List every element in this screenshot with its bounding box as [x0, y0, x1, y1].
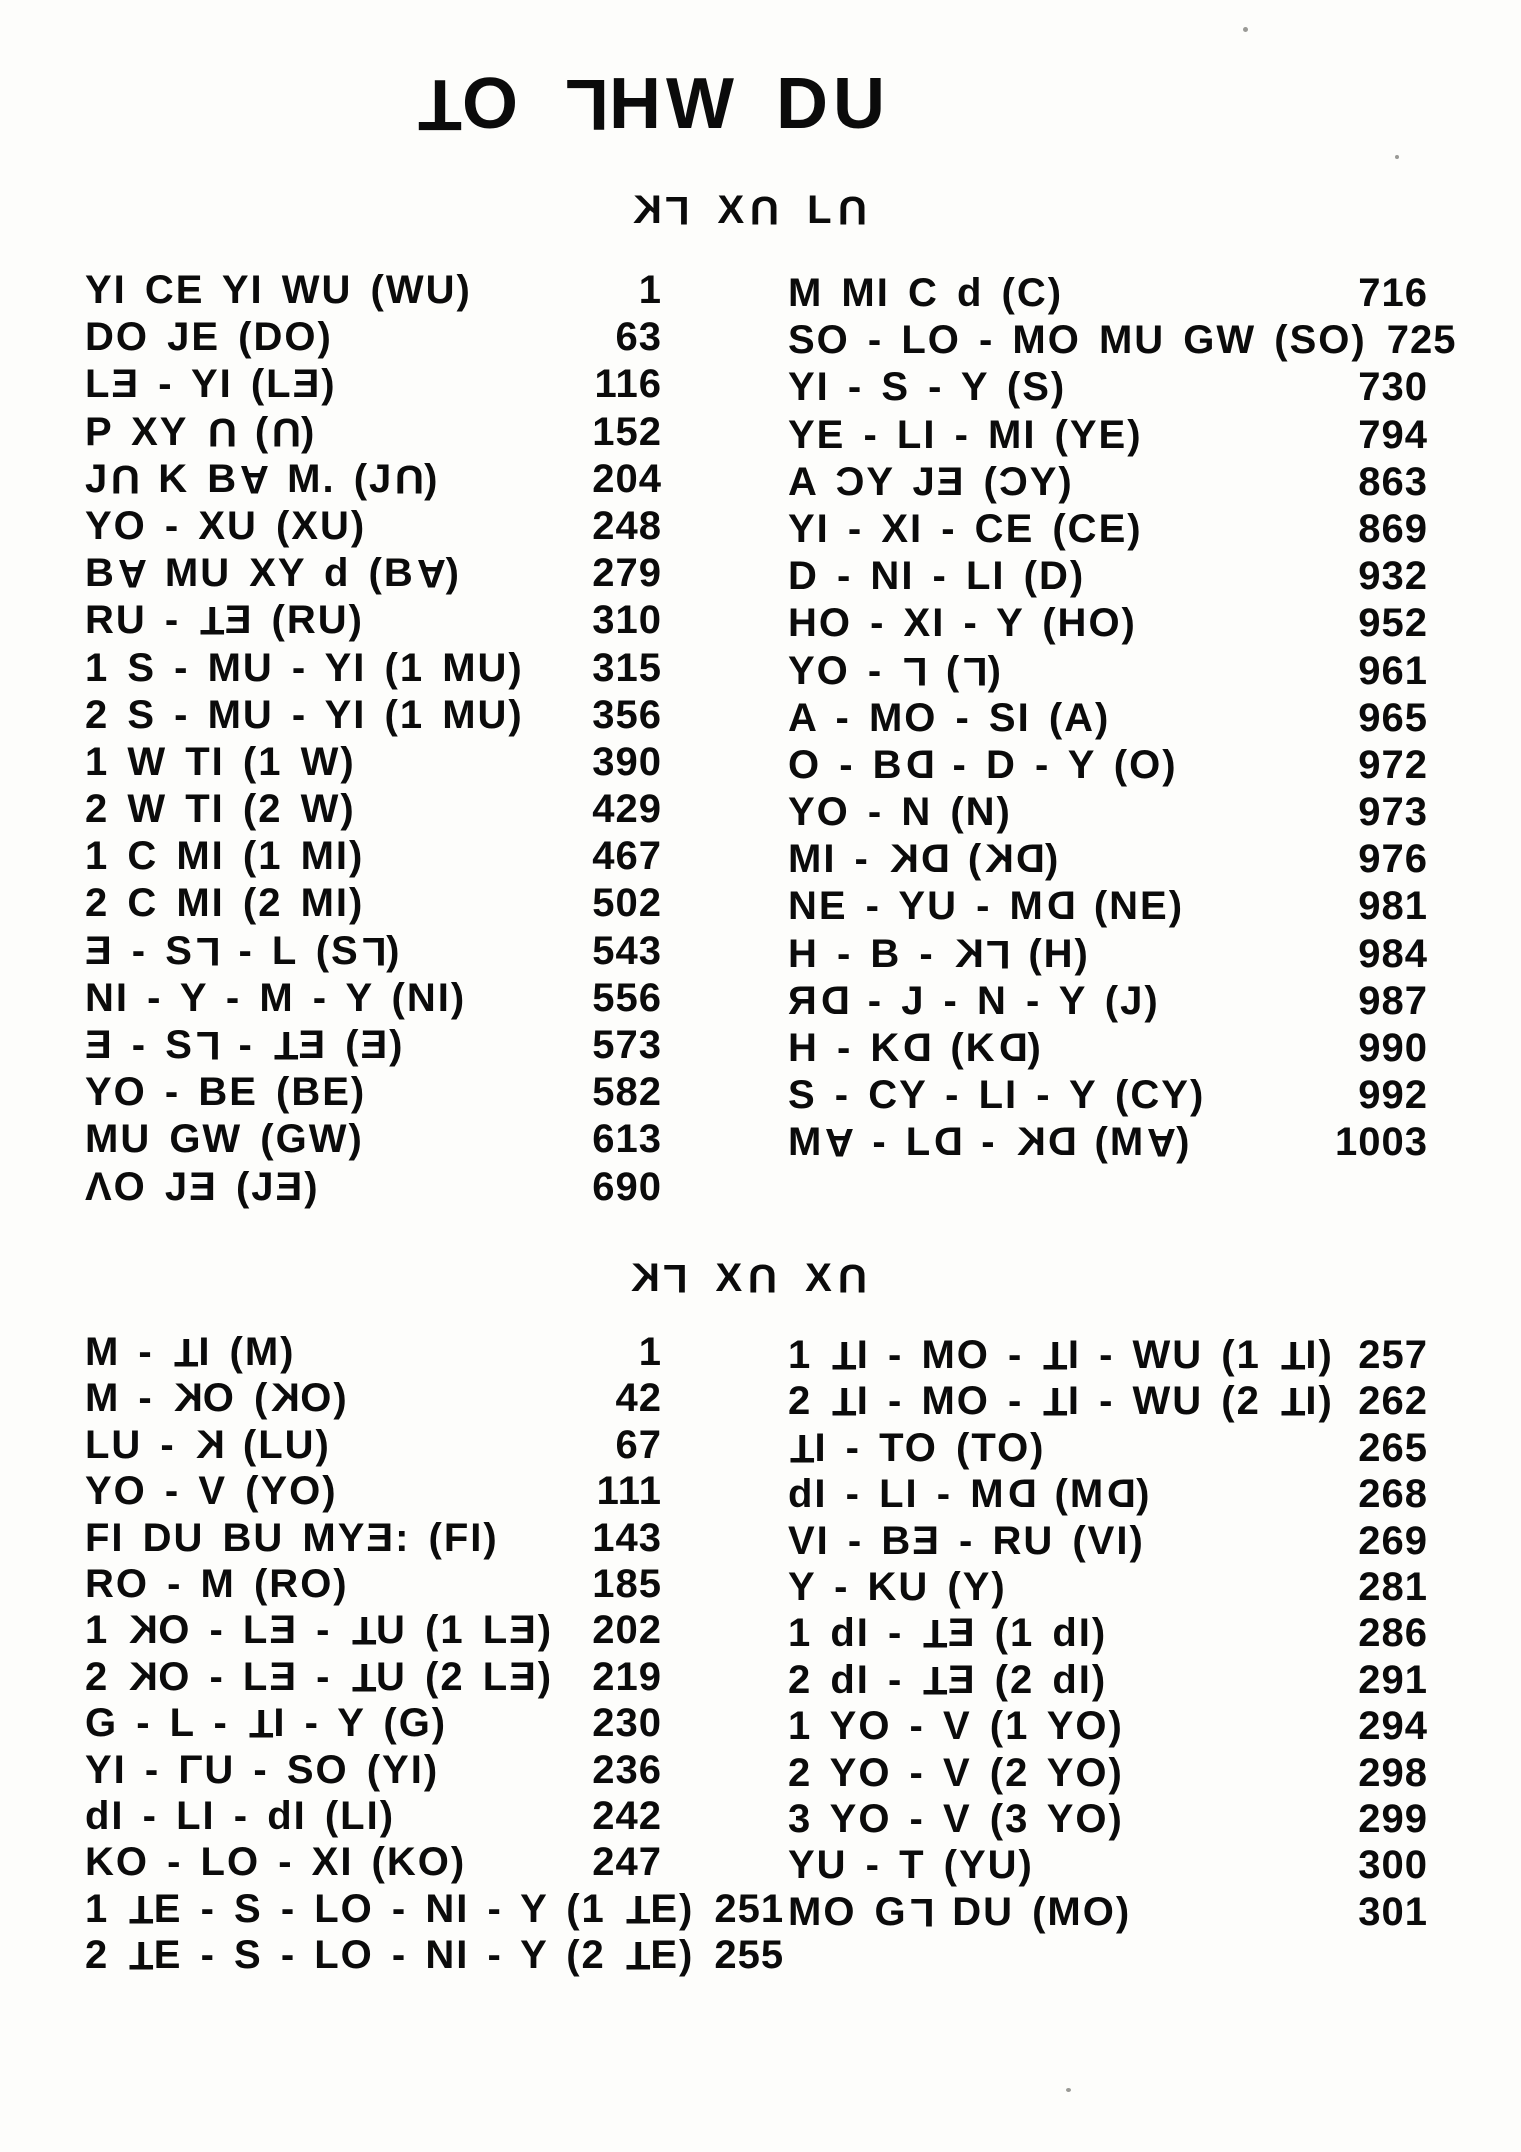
page-number: 291	[1358, 1657, 1428, 1702]
book-entry: YI - ΓU - SO (YI)	[85, 1747, 440, 1792]
book-entry: A - MO - SI (A)	[788, 695, 1111, 740]
toc-row	[85, 880, 662, 927]
book-entry: H - KD (KD)	[788, 1026, 1043, 1070]
toc-row	[85, 1515, 662, 1561]
toc-row	[788, 600, 1428, 647]
toc-row	[788, 1072, 1428, 1119]
toc-row	[85, 503, 662, 550]
book-entry: Ǝ - SL - TƎ (Ǝ)	[85, 1023, 405, 1067]
book-entry: ΛO JƎ (JƎ)	[85, 1164, 320, 1209]
page-title: TO LHW DU	[413, 64, 890, 144]
toc-row	[85, 1700, 662, 1746]
page-number: 973	[1358, 790, 1428, 835]
page-number: 301	[1358, 1889, 1428, 1934]
page-number: 952	[1358, 601, 1428, 646]
toc-row	[788, 506, 1428, 553]
book-entry: DO JE (DO)	[85, 315, 333, 360]
page-number: 268	[1358, 1472, 1428, 1517]
book-entry: YO - L (L)	[788, 648, 1003, 693]
toc-row	[788, 978, 1428, 1025]
toc-row	[788, 270, 1428, 317]
toc-row	[788, 364, 1428, 411]
toc-row	[85, 645, 662, 692]
page-number: 992	[1358, 1073, 1428, 1118]
scan-speck	[1066, 2088, 1071, 2092]
page-number: 281	[1358, 1564, 1428, 1609]
book-entry: FI DU BU MYƎ: (FI)	[85, 1515, 499, 1560]
book-entry: YO - N (N)	[788, 790, 1012, 835]
page-number: 976	[1358, 837, 1428, 882]
book-entry: NE - YU - MD (NE)	[788, 884, 1185, 929]
page-number: 1	[638, 1330, 662, 1374]
book-entry: BA MU XY d (BA)	[85, 551, 461, 596]
page-number: 248	[592, 503, 662, 548]
toc-row	[788, 1471, 1428, 1517]
book-entry: 2 S - MU - YI (1 MU)	[85, 692, 524, 737]
book-entry: HO - XI - Y (HO)	[788, 601, 1137, 646]
book-entry: M MI C d (C)	[788, 271, 1064, 315]
book-entry: LƎ - YI (LƎ)	[85, 362, 337, 407]
book-entry: YO - BE (BE)	[85, 1070, 367, 1115]
book-entry: 1 C MI (1 MI)	[85, 834, 365, 879]
page-number: 315	[592, 645, 662, 690]
book-entry: A ƆY JƎ (ƆY)	[788, 459, 1074, 504]
page-number: 63	[615, 315, 662, 360]
toc-row	[85, 1116, 662, 1163]
page-number: 981	[1358, 884, 1428, 929]
page-number: 185	[592, 1561, 662, 1606]
toc-row	[85, 1422, 662, 1468]
book-entry: MA - LD - KD (MA)	[788, 1120, 1192, 1165]
toc-row	[788, 1025, 1428, 1072]
page-number: 251	[714, 1886, 785, 1931]
book-entry: YO - XU (XU)	[85, 503, 367, 548]
page-number: 310	[592, 598, 662, 643]
section2-header: KL XU XU	[628, 1256, 867, 1300]
toc-row	[85, 975, 662, 1022]
book-entry: YU - T (YU)	[788, 1843, 1034, 1888]
page-number: 294	[1358, 1704, 1428, 1749]
page-number: 255	[714, 1933, 785, 1978]
page-number: 143	[592, 1515, 662, 1560]
toc-row	[788, 789, 1428, 836]
toc-row	[788, 883, 1428, 930]
book-entry: 1 dI - TƎ (1 dI)	[788, 1611, 1108, 1656]
page-number: 716	[1358, 271, 1428, 315]
book-entry: MO GL DU (MO)	[788, 1889, 1132, 1934]
page-number: 298	[1358, 1750, 1428, 1795]
toc-row	[788, 1750, 1428, 1796]
book-entry: VI - BƎ - RU (VI)	[788, 1518, 1145, 1563]
page-number: 152	[592, 409, 662, 454]
page-number: 972	[1358, 742, 1428, 787]
toc-row	[788, 931, 1428, 978]
book-entry: S - CY - LI - Y (CY)	[788, 1073, 1206, 1118]
toc-row	[85, 692, 662, 739]
page-number: 67	[615, 1422, 662, 1467]
toc-row	[85, 1793, 662, 1839]
page-number: 219	[592, 1654, 662, 1699]
page-number: 299	[1358, 1796, 1428, 1841]
toc-row	[788, 1842, 1428, 1888]
page-number: 265	[1358, 1425, 1428, 1470]
toc-row	[85, 550, 662, 597]
page-number: 965	[1358, 695, 1428, 740]
page-number: 236	[592, 1747, 662, 1792]
toc-row	[788, 836, 1428, 883]
page-number: 730	[1358, 365, 1428, 410]
page-number: 869	[1358, 506, 1428, 551]
book-entry: dI - LI - MD (MD)	[788, 1472, 1152, 1517]
book-entry: YI - XI - CE (CE)	[788, 506, 1143, 551]
book-entry: 2 dI - TƎ (2 dI)	[788, 1657, 1108, 1702]
page-number: 725	[1386, 318, 1457, 363]
page-number: 262	[1358, 1379, 1428, 1424]
section1-left-column	[85, 267, 662, 1211]
toc-row	[788, 1332, 1428, 1378]
toc-row	[788, 1889, 1428, 1935]
book-entry: 2 W TI (2 W)	[85, 787, 356, 832]
section2-right-column	[788, 1332, 1428, 1935]
toc-row	[788, 1564, 1428, 1610]
book-entry: dI - LI - dI (LI)	[85, 1793, 396, 1838]
page-number: 573	[592, 1023, 662, 1067]
toc-row	[85, 314, 662, 361]
toc-row	[788, 742, 1428, 789]
book-entry: JU K BA M. (JU)	[85, 456, 440, 501]
page-number: 279	[592, 551, 662, 596]
toc-row	[788, 1378, 1428, 1424]
toc-row	[788, 459, 1428, 506]
page-number: 300	[1358, 1843, 1428, 1888]
book-entry: 2 C MI (2 MI)	[85, 881, 365, 926]
book-entry: 1 KO - LƎ - TU (1 LƎ)	[85, 1608, 554, 1653]
book-entry: TI - TO (TO)	[788, 1425, 1046, 1470]
toc-row	[85, 1561, 662, 1607]
toc-row	[788, 1796, 1428, 1842]
toc-row	[788, 317, 1457, 364]
toc-row	[788, 1119, 1428, 1166]
page-number: 556	[592, 975, 662, 1020]
toc-row	[85, 597, 662, 644]
page-number: 202	[592, 1608, 662, 1653]
toc-row	[85, 833, 662, 880]
page-number: 257	[1358, 1333, 1428, 1377]
page-number: 356	[592, 692, 662, 737]
toc-row	[788, 1657, 1428, 1703]
toc-row	[85, 1747, 662, 1793]
book-entry: 1 TI - MO - TI - WU (1 TI)	[788, 1333, 1334, 1377]
page-number: 111	[596, 1469, 662, 1514]
toc-row	[788, 648, 1428, 695]
book-entry: SO - LO - MO MU GW (SO)	[788, 318, 1367, 363]
toc-row	[788, 695, 1428, 742]
page-number: 502	[592, 881, 662, 926]
book-entry: G - L - TI - Y (G)	[85, 1701, 448, 1746]
book-entry: 2 YO - V (2 YO)	[788, 1750, 1124, 1795]
book-entry: MU GW (GW)	[85, 1117, 364, 1162]
toc-row	[85, 739, 662, 786]
book-entry: 1 W TI (1 W)	[85, 739, 356, 784]
page-number: 690	[592, 1164, 662, 1209]
page-number: 932	[1358, 554, 1428, 599]
toc-row	[788, 1518, 1428, 1564]
book-entry: M - TI (M)	[85, 1330, 296, 1374]
book-entry: D - NI - LI (D)	[788, 554, 1086, 599]
book-entry: YE - LI - MI (YE)	[788, 412, 1143, 457]
toc-row	[85, 456, 662, 503]
page-number: 1	[638, 268, 662, 312]
toc-row	[788, 553, 1428, 600]
book-entry: 2 TI - MO - TI - WU (2 TI)	[788, 1379, 1334, 1424]
toc-row	[85, 1022, 662, 1069]
toc-row	[85, 361, 662, 408]
book-entry: M - KO (KO)	[85, 1376, 349, 1421]
page-number: 582	[592, 1070, 662, 1115]
toc-row	[85, 1468, 662, 1514]
toc-row	[85, 1654, 662, 1700]
page-number: 467	[592, 834, 662, 879]
toc-row	[85, 1839, 662, 1885]
toc-row	[788, 1425, 1428, 1471]
page-number: 269	[1358, 1518, 1428, 1563]
book-entry: YI CE YI WU (WU)	[85, 268, 472, 312]
book-entry: MI - KD (KD)	[788, 837, 1061, 882]
page-number: 990	[1358, 1026, 1428, 1070]
toc-row	[85, 267, 662, 314]
page-number: 247	[592, 1840, 662, 1885]
page-number: 961	[1358, 648, 1428, 693]
page-number: 984	[1358, 931, 1428, 976]
toc-row	[85, 409, 662, 456]
page-number: 242	[592, 1793, 662, 1838]
page-number: 42	[615, 1376, 662, 1421]
toc-row	[788, 1610, 1428, 1656]
page-number: 613	[592, 1117, 662, 1162]
page-number: 204	[592, 456, 662, 501]
book-entry: YI - S - Y (S)	[788, 365, 1067, 410]
page-number: 116	[594, 362, 662, 407]
page-number: 794	[1358, 412, 1428, 457]
page-number: 390	[592, 739, 662, 784]
book-entry: O - BD - D - Y (O)	[788, 742, 1178, 787]
page-number: 429	[592, 787, 662, 832]
book-entry: Ǝ - SL - L (SL)	[85, 928, 402, 973]
toc-row	[85, 1607, 662, 1653]
book-entry: P XY U (U)	[85, 409, 317, 454]
book-entry: 1 TE - S - LO - NI - Y (1 TE)	[85, 1886, 695, 1931]
toc-row	[85, 1329, 662, 1375]
toc-row	[788, 1703, 1428, 1749]
book-entry: YO - V (YO)	[85, 1469, 338, 1514]
book-entry: RO - M (RO)	[85, 1561, 349, 1606]
page-number: 863	[1358, 459, 1428, 504]
toc-row	[85, 928, 662, 975]
book-entry: RU - TƎ (RU)	[85, 598, 364, 643]
book-entry: KO - LO - XI (KO)	[85, 1840, 467, 1885]
book-entry: LU - K (LU)	[85, 1422, 331, 1467]
section2-left-column	[85, 1329, 785, 1978]
book-entry: 2 TE - S - LO - NI - Y (2 TE)	[85, 1933, 695, 1978]
toc-row	[85, 786, 662, 833]
toc-row	[85, 1375, 662, 1421]
book-entry: 1 YO - V (1 YO)	[788, 1704, 1124, 1749]
book-entry: NI - Y - M - Y (NI)	[85, 975, 467, 1020]
section1-header: KL XU LU	[630, 188, 867, 232]
page-number: 543	[592, 928, 662, 973]
toc-row	[85, 1886, 785, 1932]
book-entry: 2 KO - LƎ - TU (2 LƎ)	[85, 1654, 554, 1699]
toc-row	[85, 1164, 662, 1211]
toc-row	[85, 1932, 785, 1978]
scan-speck	[1243, 27, 1248, 32]
toc-row	[788, 412, 1428, 459]
page-number: 1003	[1335, 1120, 1428, 1165]
book-entry: H - B - KL (H)	[788, 931, 1090, 976]
page-number: 286	[1358, 1611, 1428, 1656]
book-entry: ЯD - J - N - Y (J)	[788, 978, 1160, 1023]
toc-row	[85, 1069, 662, 1116]
page-number: 230	[592, 1701, 662, 1746]
page-number: 987	[1358, 978, 1428, 1023]
book-entry: Y - KU (Y)	[788, 1564, 1007, 1609]
book-entry: 3 YO - V (3 YO)	[788, 1796, 1124, 1841]
book-entry: 1 S - MU - YI (1 MU)	[85, 645, 524, 690]
scan-speck	[1395, 155, 1399, 159]
section1-right-column	[788, 270, 1457, 1167]
